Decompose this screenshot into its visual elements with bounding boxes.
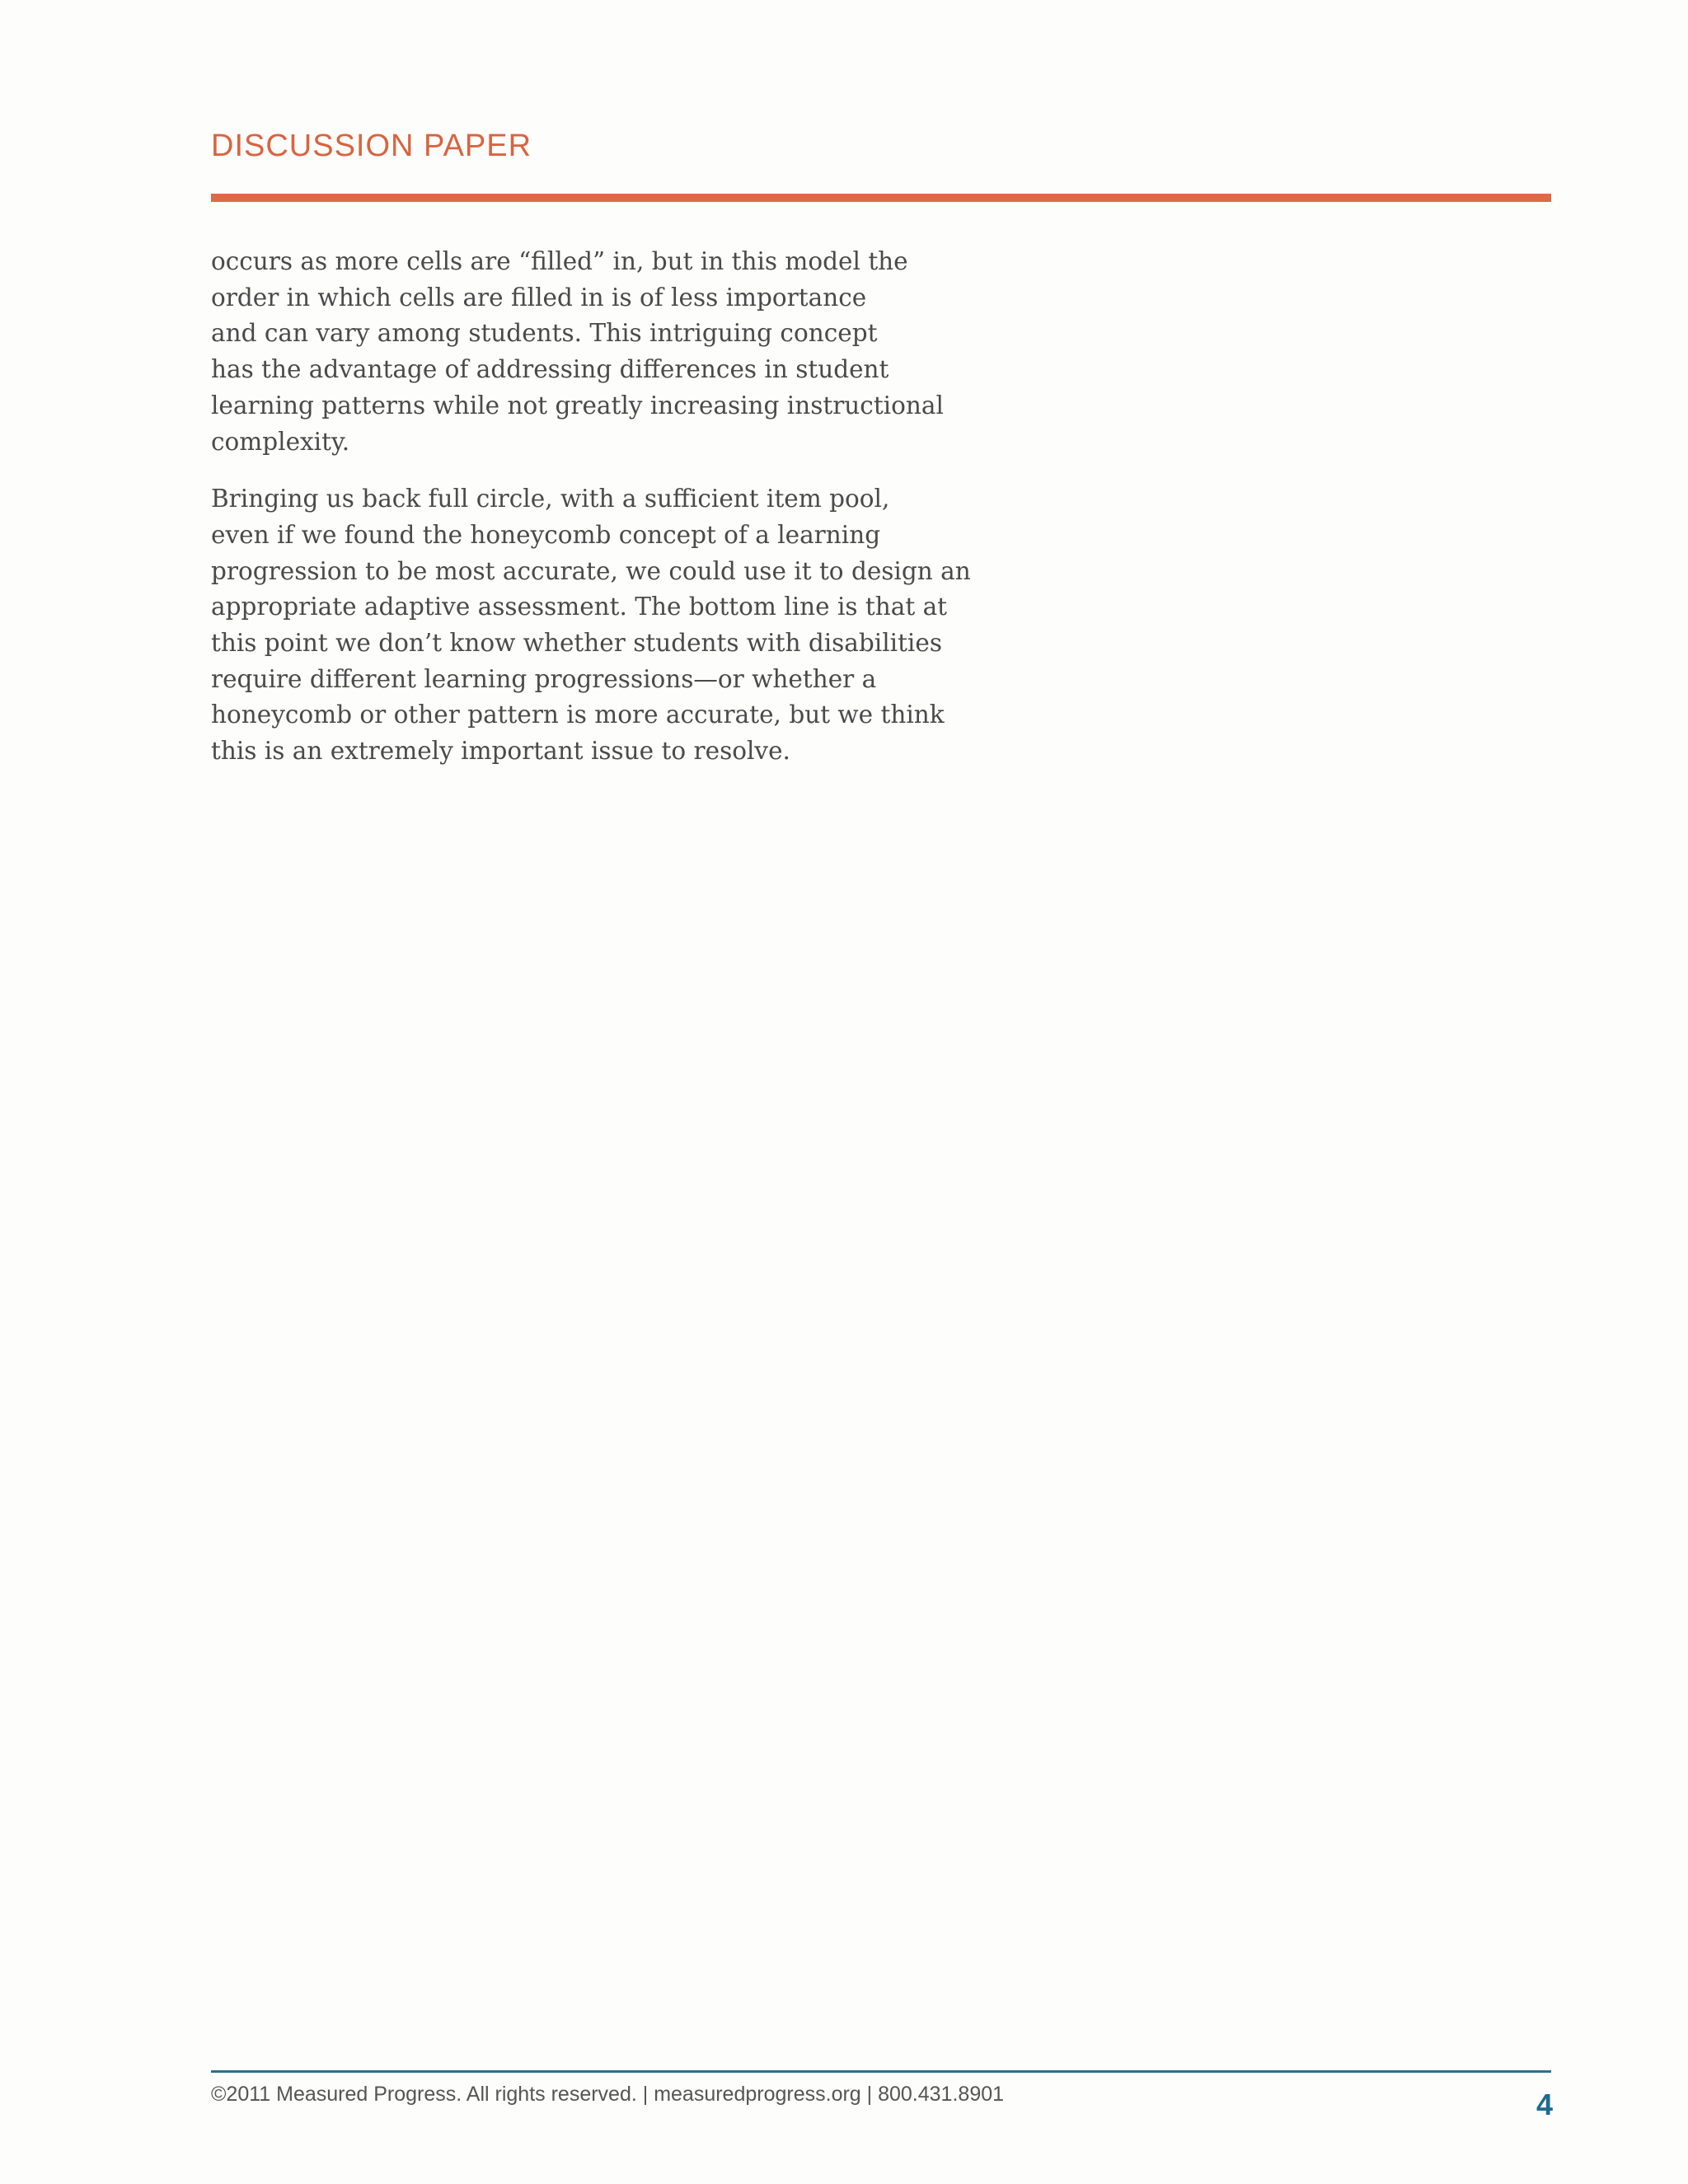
body-text — [211, 244, 971, 791]
paragraph-line: and can vary among students. This intriguing concept — [211, 319, 878, 348]
paragraph-line: require different learning progressions—or whether a — [211, 664, 877, 693]
paragraph-line: complexity. — [211, 427, 350, 456]
paragraph-line: this point we don’t know whether students with disabilities — [211, 629, 942, 658]
paragraph-2 — [211, 481, 971, 770]
paragraph-line: this is an extremely important issue to resolve. — [211, 737, 790, 766]
paragraph-line: even if we found the honeycomb concept of a learning — [211, 520, 881, 549]
paragraph-line: has the advantage of addressing differences in student — [211, 355, 889, 384]
header-rule — [211, 194, 1551, 202]
paragraph-1 — [211, 244, 944, 460]
footer-copyright: ©2011 Measured Progress. All rights reserved. | measuredprogress.org | 800.431.8901 — [211, 2083, 1005, 2106]
paragraph-line: learning patterns while not greatly increasing instructional — [211, 391, 944, 419]
header-title: DISCUSSION PAPER — [211, 129, 532, 163]
paragraph-line: order in which cells are filled in is of less importance — [211, 283, 867, 312]
paragraph-line: Bringing us back full circle, with a sufficient item pool, — [211, 485, 890, 513]
paragraph-line: occurs as more cells are “filled” in, but in this model the — [211, 247, 908, 275]
paragraph-line: honeycomb or other pattern is more accurate, but we think — [211, 701, 945, 729]
footer-rule — [211, 2070, 1551, 2073]
paragraph-line: progression to be most accurate, we could use it to design an — [211, 556, 971, 585]
paragraph-line: appropriate adaptive assessment. The bottom line is that at — [211, 593, 948, 621]
page-number: 4 — [1536, 2088, 1553, 2121]
